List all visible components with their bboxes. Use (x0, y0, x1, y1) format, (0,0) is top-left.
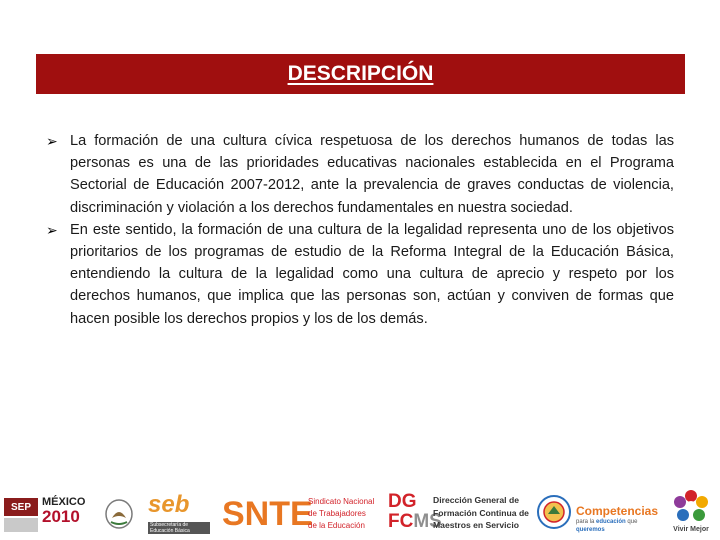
competencias-tag-b: educación (596, 519, 626, 525)
eagle-seal-icon (104, 498, 134, 530)
slide-title-bar (36, 54, 685, 94)
dgfcms-row-2 (388, 511, 442, 532)
list-item (46, 219, 674, 330)
sep-label: SEP (4, 498, 38, 516)
vivir-mejor-flower-icon (666, 488, 716, 526)
arrow-bullet-icon: ➢ (46, 221, 58, 238)
mexico-year: 2010 (42, 507, 80, 526)
bullet-list (46, 130, 674, 330)
snte-name (308, 496, 384, 534)
dgfcms-ms: MS (413, 511, 442, 532)
competencias-title: Competencias (576, 504, 659, 518)
mexico-2010-logo (42, 496, 98, 534)
competencias-tag-d: queremos (576, 527, 605, 533)
sep-logo (4, 498, 38, 534)
competencias-tagline (576, 518, 662, 534)
program-seal-icon (536, 492, 572, 532)
competencias-tag-c: que (627, 519, 638, 525)
dgfcms-dg: DG (388, 491, 417, 512)
slide-title: DESCRIPCIÓN (287, 62, 434, 85)
snte-line-3: de la Educación (308, 521, 365, 530)
bullet-text: La formación de una cultura cívica respetuosa de los derechos humanos de todas las personas es una de las prioridades educativas nacionales establecida en el Programa Sectorial de Educación 2007-2012, ante la prevalencia de graves conductas de violencia, discriminación y violación a los derechos fundamentales en nuestra sociedad. (70, 133, 674, 216)
list-item (46, 130, 674, 219)
competencias-tag-a: para la (576, 519, 595, 525)
seb-mark: seb (148, 491, 190, 518)
dgfcms-row-1 (388, 492, 430, 512)
dgfcms-logo (388, 491, 442, 534)
sep-subtitle-bar (4, 518, 38, 532)
dgfcms-name (433, 494, 529, 534)
dgfcms-line-2: Formación Continua de (433, 507, 529, 518)
snte-logo: SNTE (222, 495, 313, 533)
vivir-mejor-label: Vivir Mejor (673, 526, 709, 533)
seb-logo (148, 491, 210, 536)
competencias-logo (576, 504, 662, 532)
snte-line-1: Sindicato Nacional (308, 497, 375, 506)
bullet-text: En este sentido, la formación de una cultura de la legalidad representa uno de los objetivos prioritarios de los programas de estudio de la Reforma Integral de la Educación Básica, entendiendo la cultura de la legalidad como una cultura de aprecio y respeto por los derechos humanos, que implica que las personas son, actúan y conviven de formas que hacen posible los derechos propios y los de los demás. (70, 221, 674, 327)
arrow-bullet-icon: ➢ (46, 133, 58, 149)
mexico-label: MÉXICO (42, 496, 86, 508)
seb-subtitle: Subsecretaría de Educación Básica (148, 522, 210, 534)
dgfcms-fc: FC (388, 511, 414, 532)
vivir-mejor-logo (666, 488, 716, 538)
dgfcms-line-3: Maestros en Servicio (433, 520, 519, 531)
snte-line-2: de Trabajadores (308, 509, 366, 518)
footer-logos (0, 484, 720, 540)
dgfcms-line-1: Dirección General de (433, 495, 519, 505)
